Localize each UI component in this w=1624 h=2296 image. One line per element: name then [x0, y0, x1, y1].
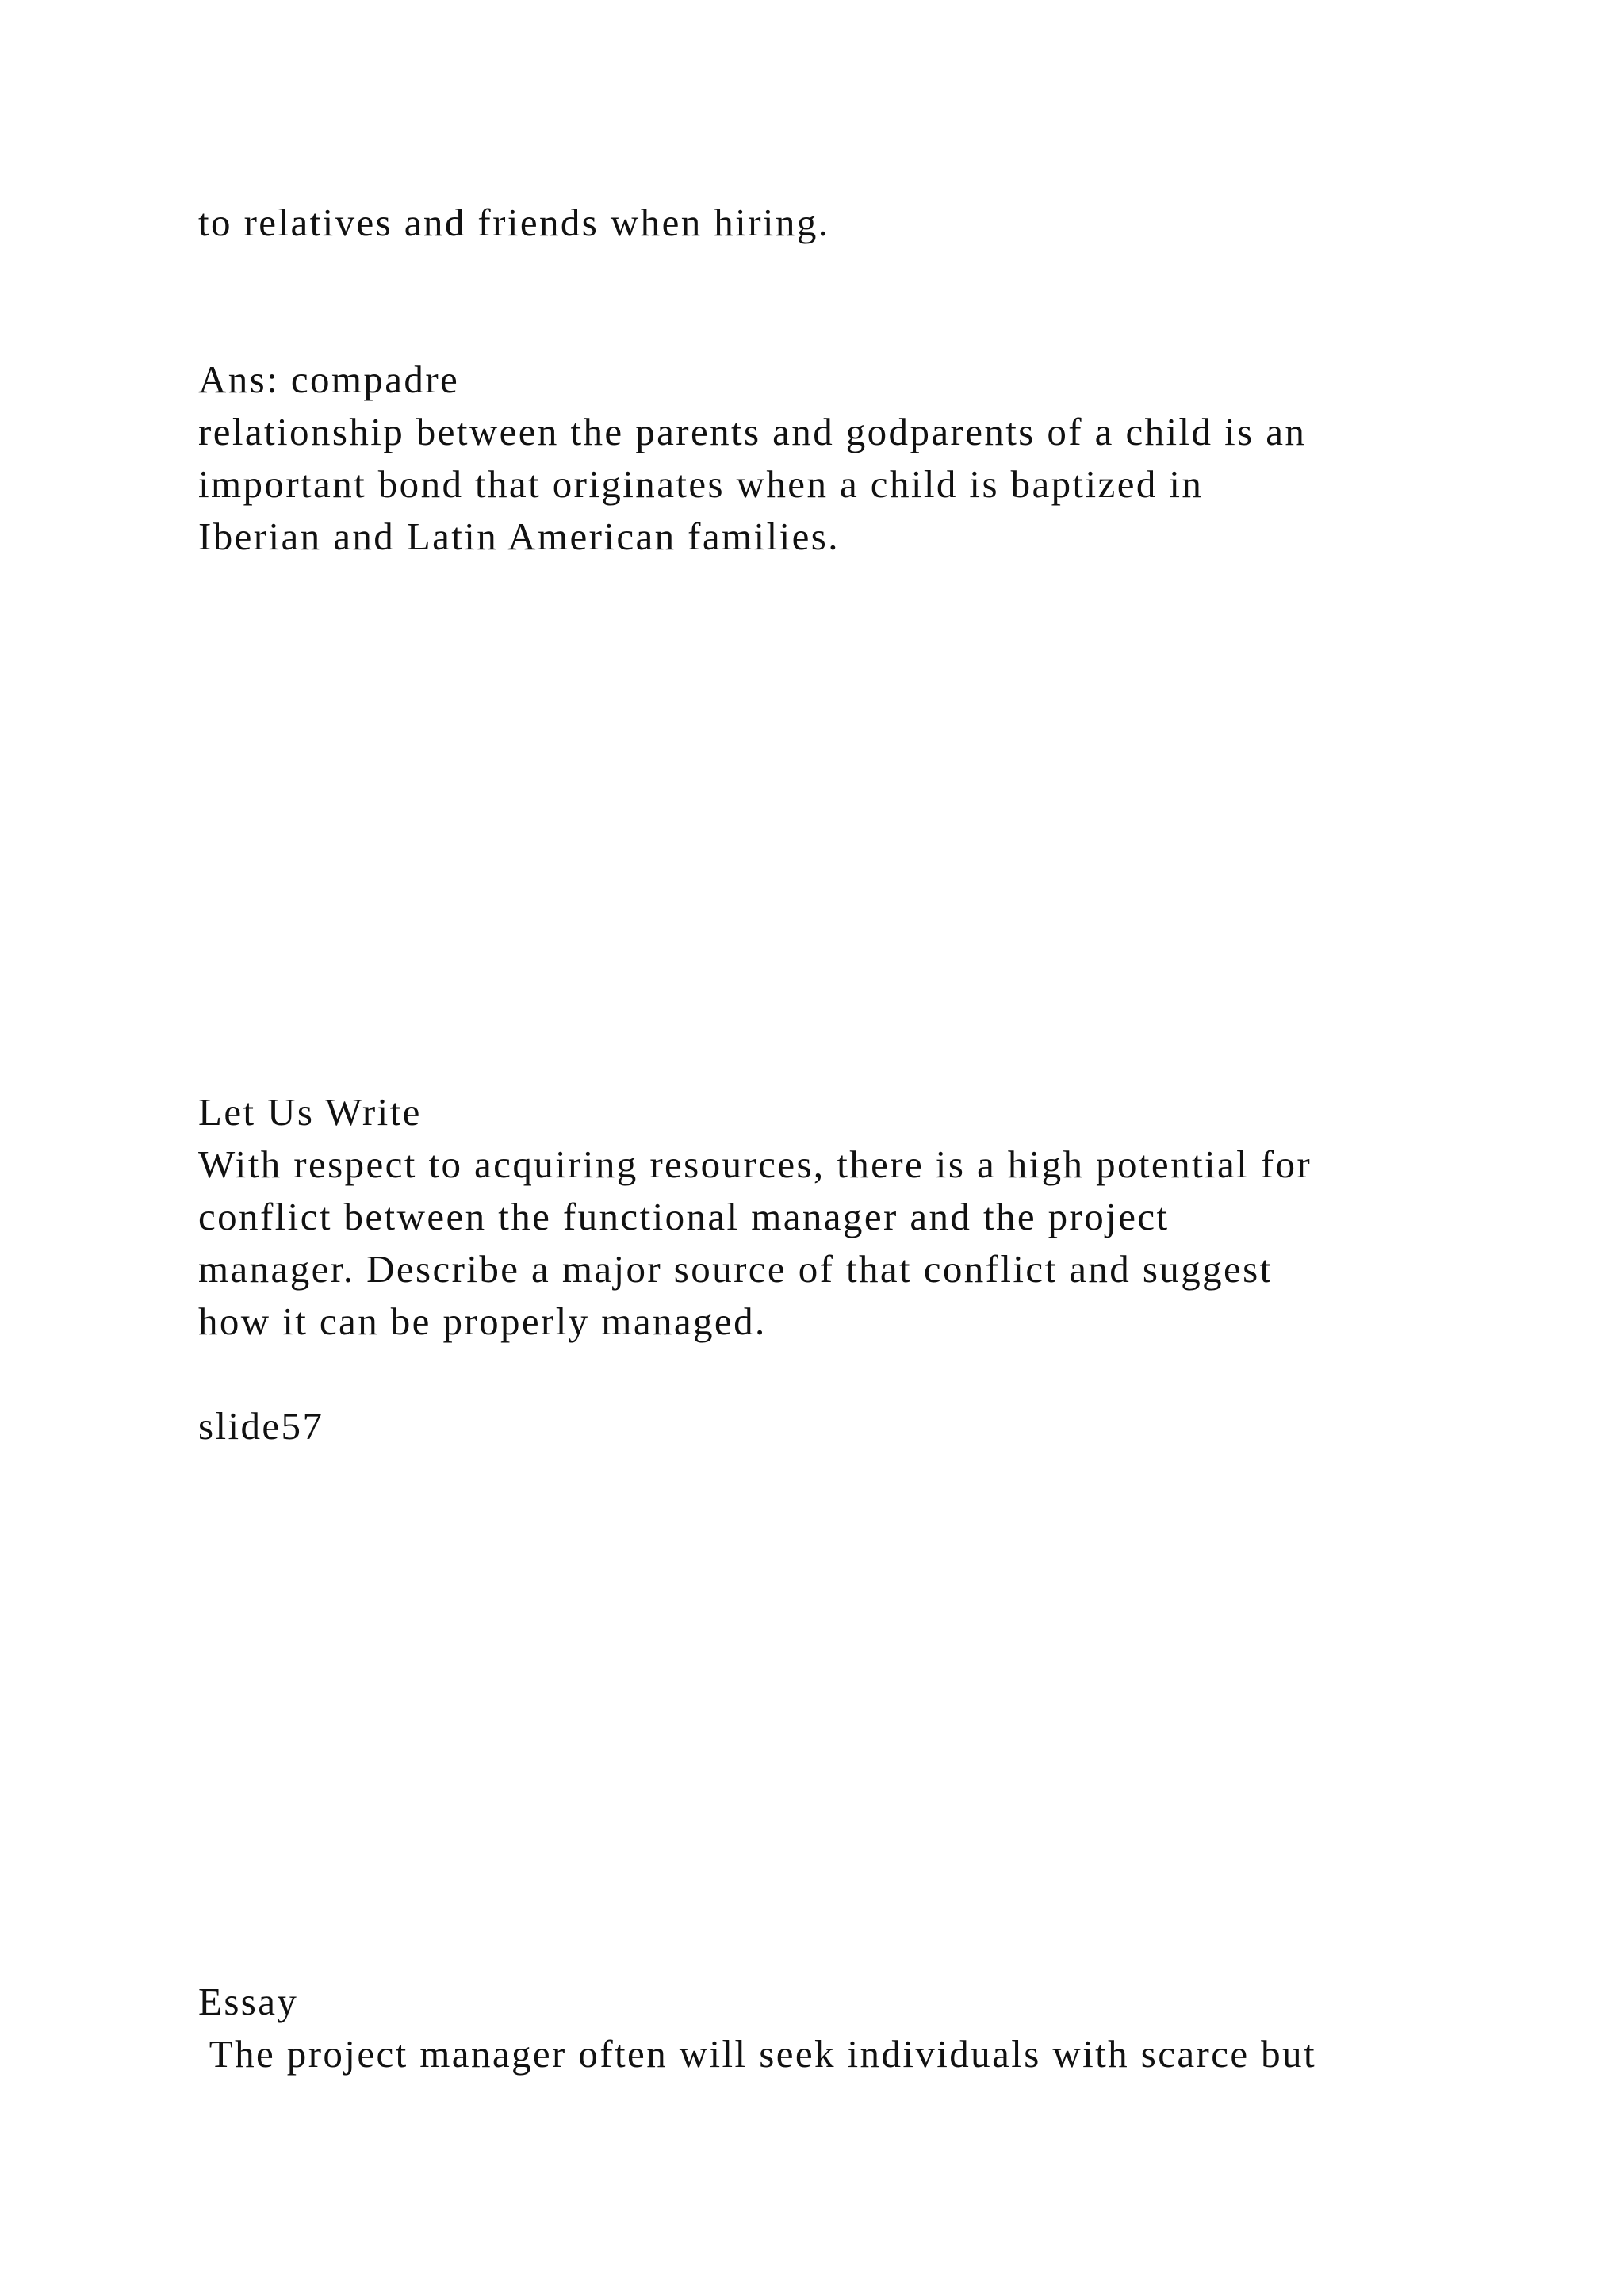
text-line: conflict between the functional manager and the project	[198, 1195, 1170, 1238]
text-line: With respect to acquiring resources, there is a high potential for	[198, 1142, 1312, 1186]
section-heading: Essay	[198, 1980, 299, 2023]
text-line: how it can be properly managed.	[198, 1299, 767, 1343]
text-line: Iberian and Latin American families.	[198, 515, 840, 558]
text-line: manager. Describe a major source of that conflict and suggest	[198, 1247, 1273, 1291]
answer-label: Ans: compadre	[198, 358, 460, 401]
text-line: important bond that originates when a child is baptized in	[198, 462, 1204, 506]
text-line: The project manager often will seek individuals with scarce but	[198, 2032, 1316, 2076]
section-heading: Let Us Write	[198, 1090, 422, 1134]
text-line: relationship between the parents and godparents of a child is an	[198, 410, 1307, 453]
slide-label: slide57	[198, 1404, 324, 1448]
text-line: to relatives and friends when hiring.	[198, 201, 830, 244]
